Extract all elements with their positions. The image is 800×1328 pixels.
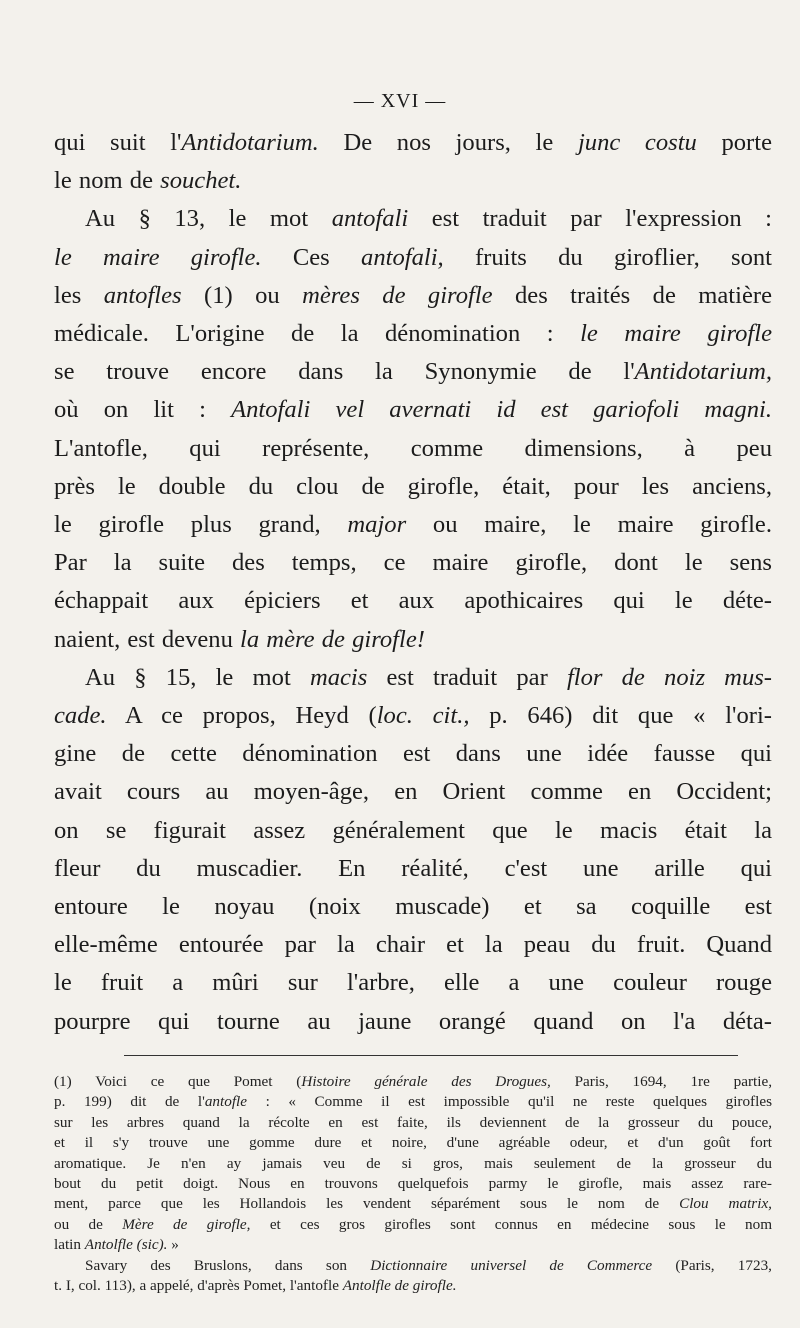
text-run: qui suit l' [54,129,182,156]
footnote-line [54,1133,772,1153]
text-run: gine de cette dénomination est dans une idée fausse qui [54,740,772,768]
text-line [54,888,772,926]
text-line [54,162,772,200]
text-run: Par la suite des temps, ce maire girofle, dont le sens [54,549,772,577]
text-run: se trouve encore dans la Synonymie de l' [54,358,635,386]
italic-text: antofali, [361,243,444,271]
text-run: avait cours au moyen-âge, en Orient comme en Occident; [54,778,772,806]
text-run: on se figurait assez généralement que le macis était la [54,816,772,844]
italic-text: antofali [331,205,409,233]
text-run: Ces [261,243,362,271]
text-run: De nos jours, le [318,129,578,156]
text-run: est traduit par l'expression : [408,205,772,233]
text-line [54,964,772,1002]
text-line [54,124,772,162]
text-run: (Paris, 1723, [652,1256,772,1274]
text-run: p. 646) dit que « l'ori- [469,702,772,730]
italic-text: junc costu [577,129,697,156]
italic-text: mères de girofle [302,281,493,309]
text-run: bout du petit doigt. Nous en trouvons quelquefois parmy le girofle, mais assez rare- [54,1175,772,1193]
text-line [54,391,772,429]
text-line [54,1003,772,1041]
text-run: t. I, col. 113), a appelé, d'après Pomet, l'antofle [54,1277,343,1295]
text-run: le girofle plus grand, [54,511,348,539]
text-run: et ces gros girofles sont connus en médecine sous le nom [250,1215,773,1233]
text-run: Paris, 1694, 1re partie, [550,1073,772,1090]
text-line [54,812,772,850]
text-run: sur les arbres quand la récolte en est faite, ils deviennent de la grosseur du pouce, [54,1113,772,1131]
text-run: le fruit a mûri sur l'arbre, elle a une couleur rouge [54,969,772,997]
text-run: » [167,1236,179,1254]
text-run: latin [54,1236,85,1254]
italic-text: Clou matrix, [679,1195,772,1213]
italic-text: Antidotarium, [634,358,772,386]
text-run: médicale. L'origine de la dénomination : [54,320,581,348]
text-run: échappait aux épiciers et aux apothicaires qui le déte- [54,587,772,615]
text-line [54,850,772,888]
text-line [54,430,772,468]
italic-text: Dictionnaire universel de Commerce [370,1256,653,1274]
text-run: aromatique. Je n'en ay jamais veu de si gros, mais seulement de la grosseur du [54,1154,772,1172]
text-run: : « Comme il est impossible qu'il ne reste quelques girofles [247,1093,772,1111]
text-run: A ce propos, Heyd ( [106,702,377,730]
text-line [54,773,772,811]
footnote-line [54,1072,772,1092]
footnote-separator [124,1055,738,1056]
text-run: ou de [54,1215,123,1233]
text-run: près le double du clou de girofle, était, pour les anciens, [54,472,772,500]
text-run: fruits du giroflier, sont [443,243,773,271]
text-run: où on lit : [54,396,232,424]
text-run: fleur du muscadier. En réalité, c'est une arille qui [54,854,772,882]
text-run: pourpre qui tourne au jaune orangé quand on l'a déta- [54,1007,772,1035]
text-run: ment, parce que les Hollandois les vendent séparément sous le nom de [54,1195,680,1213]
text-line [54,659,772,697]
text-run: le nom de [54,167,161,195]
footnote-line [54,1276,772,1296]
text-run: (1) Voici ce que Pomet ( [54,1073,302,1090]
footnote-line [54,1235,772,1255]
italic-text: loc. cit., [376,702,470,730]
text-run: entoure le noyau (noix muscade) et sa coquille est [54,893,772,921]
italic-text: cade. [54,702,107,730]
text-line [54,544,772,582]
text-line [54,239,772,277]
text-run: et il s'y trouve une gomme dure et noire, d'une agréable odeur, et d'un goût fort [54,1134,772,1152]
text-run: L'antofle, qui représente, comme dimensions, à peu [54,434,772,462]
italic-text: souchet. [160,167,242,195]
text-run: Au § 15, le mot [85,663,310,691]
italic-text: Antidotarium. [181,129,319,156]
page-number: — XVI — [353,90,447,112]
footnote-line [54,1256,772,1276]
text-line [54,353,772,391]
italic-text: Antolfle (sic). [84,1236,168,1254]
italic-text: Mère de girofle, [122,1215,251,1233]
text-run: est traduit par [367,663,567,691]
italic-text: Antofali vel avernati id est gariofoli magni. [231,396,772,424]
footnote-line [54,1113,772,1133]
text-run: ou maire, le maire girofle. [406,511,772,539]
text-line [54,506,772,544]
text-line [54,468,772,506]
text-line [54,735,772,773]
italic-text: le maire girofle [580,320,772,348]
text-run: des traités de matière [492,281,772,309]
text-run: Au § 13, le mot [85,205,332,233]
footnote-line [54,1174,772,1194]
footnote-line [54,1194,772,1214]
main-text [54,124,772,1041]
footnotes [54,1072,772,1296]
text-run: p. 199) dit de l' [54,1093,205,1111]
text-run: naient, est devenu [54,625,241,653]
italic-text: antofle [204,1093,247,1111]
text-run: (1) ou [181,281,303,309]
text-line [54,621,772,659]
footnote-line [54,1215,772,1235]
italic-text: Histoire générale des Drogues, [301,1073,551,1090]
italic-text: flor de noiz mus- [566,663,773,691]
text-run: les [54,281,104,309]
text-run: porte [696,129,772,156]
italic-text: macis [309,663,368,691]
text-line [54,277,772,315]
text-run: elle-même entourée par la chair et la peau du fruit. Quand [54,931,772,959]
footnote-line [54,1154,772,1174]
text-line [54,926,772,964]
text-line [54,200,772,238]
footnote-line [54,1092,772,1112]
italic-text: major [347,511,407,539]
italic-text: le maire girofle. [54,243,262,271]
italic-text: Antolfle de girofle. [342,1277,457,1295]
text-run: Savary des Bruslons, dans son [85,1256,371,1274]
italic-text: la mère de girofle! [240,625,425,653]
text-line [54,582,772,620]
text-line [54,315,772,353]
italic-text: antofles [103,281,182,309]
text-line [54,697,772,735]
